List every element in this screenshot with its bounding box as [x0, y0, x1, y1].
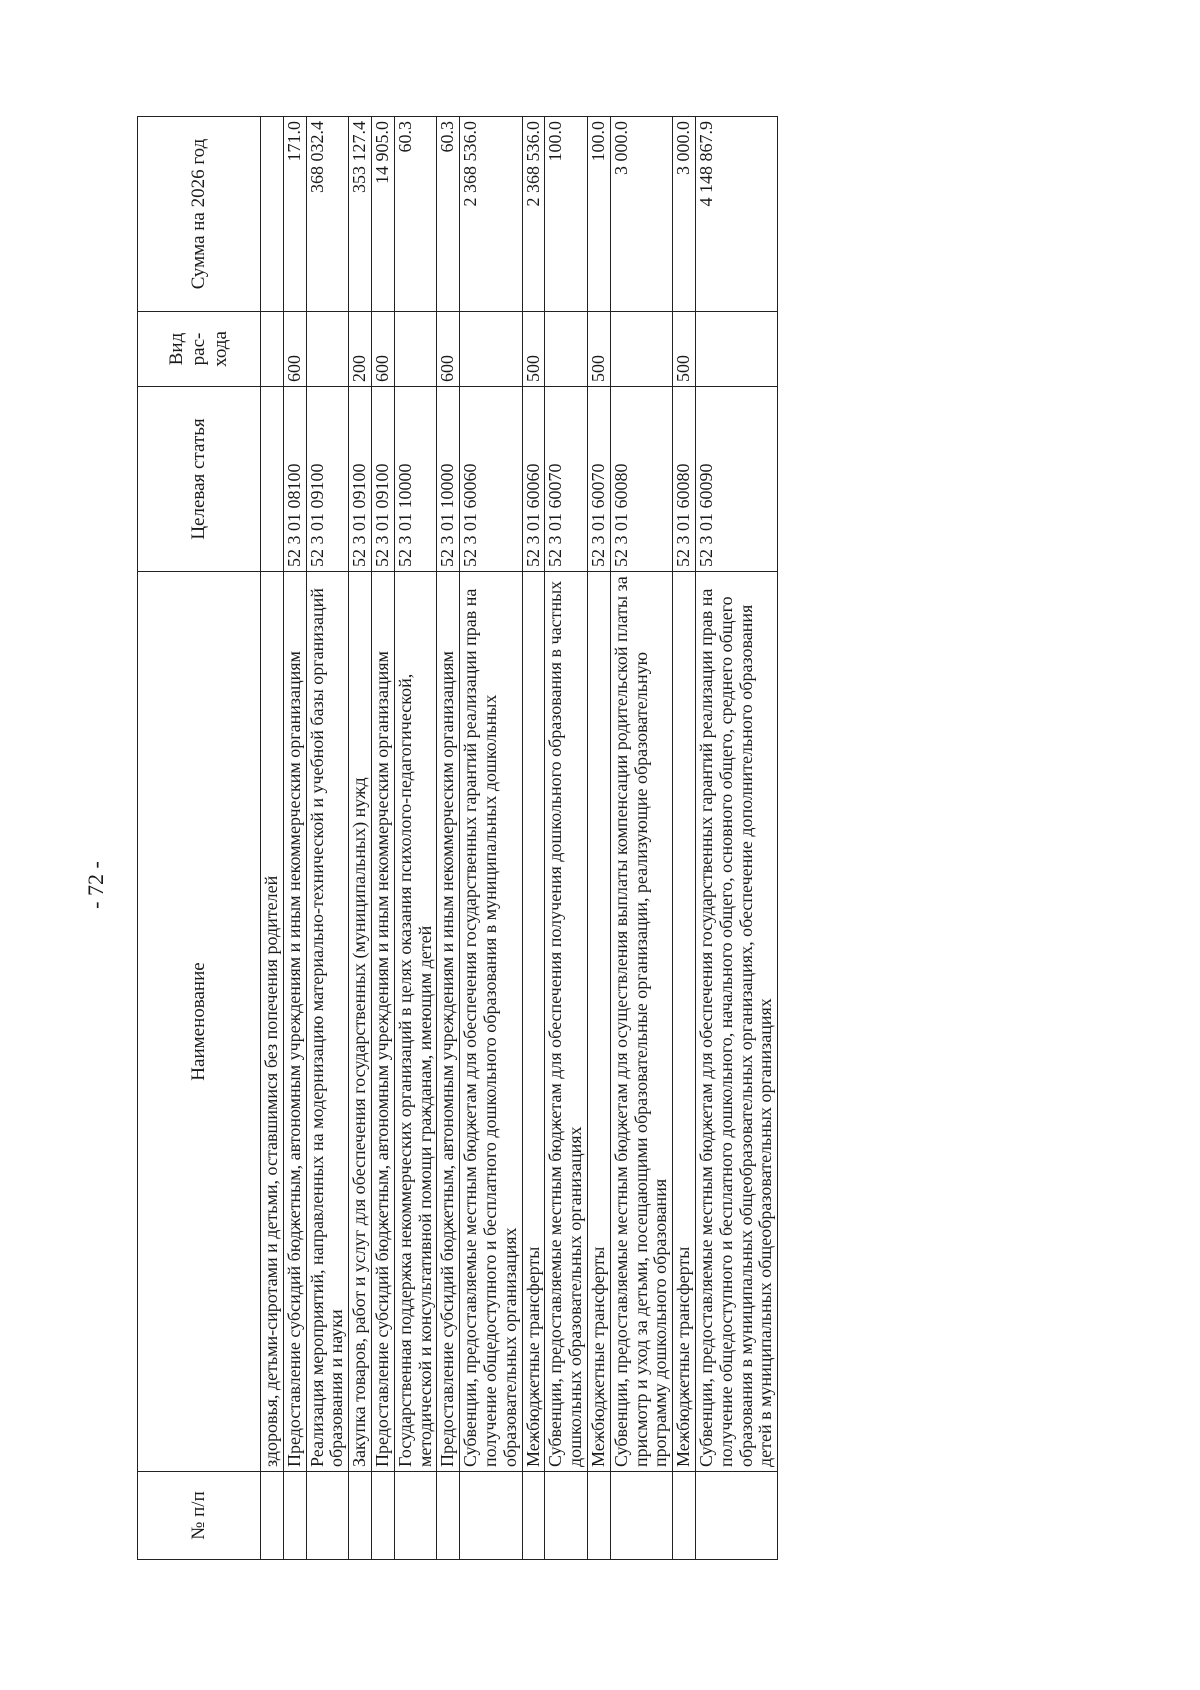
cell-name: Предоставление субсидий бюджетным, автономным учреждениям и иным некоммерческим организациям	[437, 572, 460, 1472]
header-number: № п/п	[138, 1472, 261, 1560]
cell-name: Субвенции, предоставляемые местным бюджетам для обеспечения получения дошкольного образования в частных дошкольных образовательных организациях	[545, 572, 588, 1472]
budget-table-wrapper	[137, 117, 1047, 1560]
cell-sum: 100.0	[545, 117, 588, 312]
cell-sum: 60.3	[437, 117, 460, 312]
table-row	[695, 117, 777, 1560]
table-row	[587, 117, 610, 1560]
cell-name: Субвенции, предоставляемые местным бюджетам для обеспечения государственных гарантий реализации прав на получение общедоступного и бесплатного дошкольного, начального общего, основного общего, среднего общего образования в муниципальных общеобразовательных организациях, обеспечение дополнительного образования детей в муниципальных общеобразовательных организациях	[695, 572, 777, 1472]
cell-sum: 3 000.0	[673, 117, 696, 312]
table-row	[371, 117, 394, 1560]
cell-expense-type	[394, 312, 437, 387]
page-number: - 72 -	[83, 861, 108, 909]
cell-target-article: 52 3 01 60060	[522, 387, 545, 572]
cell-target-article: 52 3 01 10000	[437, 387, 460, 572]
cell-target-article: 52 3 01 60070	[545, 387, 588, 572]
cell-number	[349, 1472, 372, 1560]
cell-target-article: 52 3 01 60090	[695, 387, 777, 572]
table-body	[261, 117, 778, 1560]
cell-name: Межбюджетные трансферты	[587, 572, 610, 1472]
table-row	[394, 117, 437, 1560]
cell-expense-type	[460, 312, 522, 387]
cell-number	[545, 1472, 588, 1560]
cell-number	[522, 1472, 545, 1560]
cell-name: Предоставление субсидий бюджетным, автономным учреждениям и иным некоммерческим организациям	[371, 572, 394, 1472]
header-target-article: Целевая статья	[138, 387, 261, 572]
cell-target-article: 52 3 01 60080	[673, 387, 696, 572]
cell-name: здоровья, детьми-сиротами и детьми, оставшимися без попечения родителей	[261, 572, 284, 1472]
cell-name: Предоставление субсидий бюджетным, автономным учреждениям и иным некоммерческим организациям	[283, 572, 306, 1472]
table-row	[545, 117, 588, 1560]
budget-table	[137, 116, 778, 1560]
rotated-table-container	[137, 117, 1047, 1560]
cell-sum	[261, 117, 284, 312]
table-row	[306, 117, 349, 1560]
cell-sum: 353 127.4	[349, 117, 372, 312]
cell-expense-type	[610, 312, 672, 387]
cell-number	[371, 1472, 394, 1560]
cell-target-article	[261, 387, 284, 572]
header-name: Наименование	[138, 572, 261, 1472]
cell-expense-type: 200	[349, 312, 372, 387]
cell-target-article: 52 3 01 09100	[306, 387, 349, 572]
cell-name: Субвенции, предоставляемые местным бюджетам для осуществления выплаты компенсации родительской платы за присмотр и уход за детьми, посещающими образовательные организации, реализующие образовательную программу дошкольного образования	[610, 572, 672, 1472]
cell-sum: 60.3	[394, 117, 437, 312]
cell-target-article: 52 3 01 08100	[283, 387, 306, 572]
cell-name: Реализация мероприятий, направленных на модернизацию материально-технической и учебной базы организаций образования и науки	[306, 572, 349, 1472]
header-sum-2026: Сумма на 2026 год	[138, 117, 261, 312]
table-row	[437, 117, 460, 1560]
cell-target-article: 52 3 01 10000	[394, 387, 437, 572]
table-row	[522, 117, 545, 1560]
table-header-row	[138, 117, 261, 1560]
cell-expense-type: 600	[371, 312, 394, 387]
cell-sum: 2 368 536.0	[522, 117, 545, 312]
table-row	[460, 117, 522, 1560]
cell-sum: 2 368 536.0	[460, 117, 522, 312]
table-row	[673, 117, 696, 1560]
cell-expense-type: 500	[522, 312, 545, 387]
cell-target-article: 52 3 01 09100	[371, 387, 394, 572]
cell-sum: 14 905.0	[371, 117, 394, 312]
cell-sum: 100.0	[587, 117, 610, 312]
header-expense-type: Вид рас-хода	[138, 312, 261, 387]
cell-sum: 368 032.4	[306, 117, 349, 312]
cell-expense-type: 500	[587, 312, 610, 387]
cell-number	[673, 1472, 696, 1560]
cell-name: Межбюджетные трансферты	[522, 572, 545, 1472]
cell-expense-type	[545, 312, 588, 387]
cell-number	[587, 1472, 610, 1560]
cell-number	[306, 1472, 349, 1560]
table-row	[283, 117, 306, 1560]
cell-target-article: 52 3 01 60080	[610, 387, 672, 572]
cell-number	[460, 1472, 522, 1560]
cell-number	[610, 1472, 672, 1560]
cell-number	[695, 1472, 777, 1560]
table-row	[610, 117, 672, 1560]
cell-number	[437, 1472, 460, 1560]
cell-name: Субвенции, предоставляемые местным бюджетам для обеспечения государственных гарантий реализации прав на получение общедоступного и бесплатного дошкольного образования в муниципальных дошкольных образовательных организациях	[460, 572, 522, 1472]
cell-sum: 3 000.0	[610, 117, 672, 312]
table-row	[261, 117, 284, 1560]
cell-name: Межбюджетные трансферты	[673, 572, 696, 1472]
cell-sum: 4 148 867.9	[695, 117, 777, 312]
cell-number	[283, 1472, 306, 1560]
cell-expense-type: 600	[283, 312, 306, 387]
cell-number	[261, 1472, 284, 1560]
cell-target-article: 52 3 01 60070	[587, 387, 610, 572]
cell-expense-type: 600	[437, 312, 460, 387]
cell-number	[394, 1472, 437, 1560]
cell-sum: 171.0	[283, 117, 306, 312]
cell-name: Закупка товаров, работ и услуг для обеспечения государственных (муниципальных) нужд	[349, 572, 372, 1472]
cell-target-article: 52 3 01 09100	[349, 387, 372, 572]
cell-target-article: 52 3 01 60060	[460, 387, 522, 572]
cell-expense-type: 500	[673, 312, 696, 387]
cell-expense-type	[261, 312, 284, 387]
cell-name: Государственная поддержка некоммерческих организаций в целях оказания психолого-педагогической, методической и консультативной помощи гражданам, имеющим детей	[394, 572, 437, 1472]
table-row	[349, 117, 372, 1560]
cell-expense-type	[695, 312, 777, 387]
cell-expense-type	[306, 312, 349, 387]
